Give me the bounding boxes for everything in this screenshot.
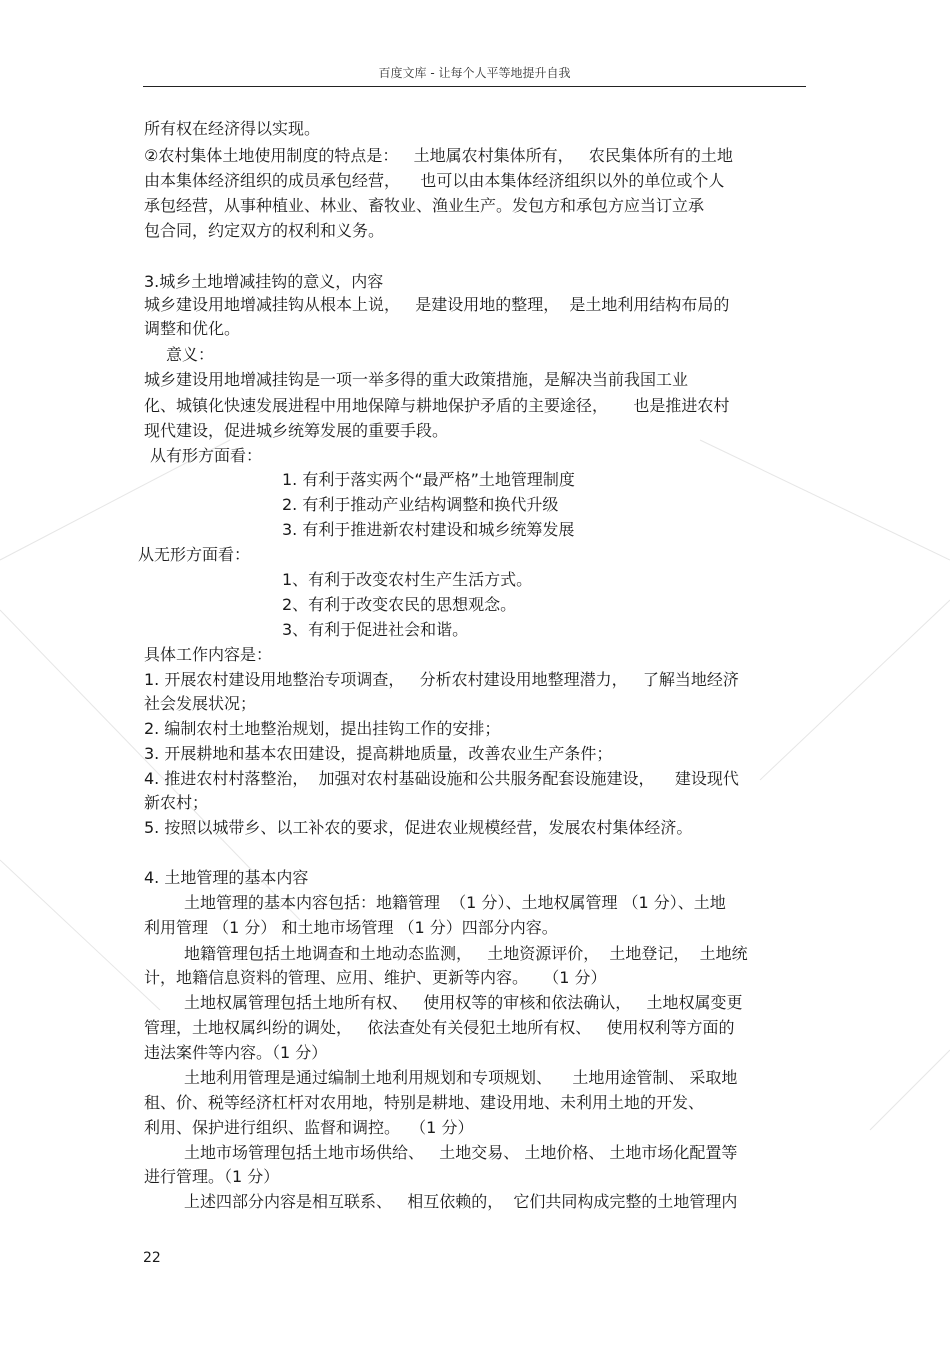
list-item: 3. 有利于推进新农村建设和城乡统筹发展 [282,520,575,539]
text-line: 违法案件等内容。（1 分） [144,1043,328,1062]
text-line: 意义： [166,345,215,364]
list-item: 1、有利于改变农村生产生活方式。 [282,570,533,589]
text-line: 具体工作内容是： [144,645,273,664]
text-line: 租、价、税等经济杠杆对农用地，特别是耕地、建设用地、未利用土地的开发、 [144,1093,705,1112]
text-line: 承包经营，从事种植业、林业、畜牧业、渔业生产。发包方和承包方应当订立承 [144,196,705,215]
list-item: 5. 按照以城带乡、以工补农的要求，促进农业规模经营，发展农村集体经济。 [144,818,693,837]
section-heading: 3.城乡土地增减挂钩的意义，内容 [144,272,384,291]
text-line: 城乡建设用地增减挂钩从根本上说， 是建设用地的整理， 是土地利用结构布局的 [144,295,730,314]
list-item: 3. 开展耕地和基本农田建设，提高耕地质量，改善农业生产条件； [144,744,613,763]
list-item: 1. 开展农村建设用地整治专项调查， 分析农村建设用地整理潜力， 了解当地经济 [144,670,739,689]
text-line: 现代建设，促进城乡统筹发展的重要手段。 [144,421,449,440]
text-line: 进行管理。（1 分） [144,1167,280,1186]
text-line: 由本集体经济组织的成员承包经营， 也可以由本集体经济组织以外的单位或个人 [144,171,725,190]
text-line: 计，地籍信息资料的管理、应用、维护、更新等内容。 （1 分） [144,968,607,987]
list-item: 2. 编制农村土地整治规划，提出挂钩工作的安排； [144,719,501,738]
text-line: 包合同，约定双方的权利和义务。 [144,221,385,240]
text-line: 从有形方面看： [150,446,263,465]
text-line: ②农村集体土地使用制度的特点是： 土地属农村集体所有， 农民集体所有的土地 [144,146,733,165]
text-line: 城乡建设用地增减挂钩是一项一举多得的重大政策措施，是解决当前我国工业 [144,370,689,389]
list-item: 1. 有利于落实两个“最严格”土地管理制度 [282,470,575,489]
list-item: 2、有利于改变农民的思想观念。 [282,595,517,614]
document-header: 百度文库 - 让每个人平等地提升自我 [378,66,571,80]
section-heading: 4. 土地管理的基本内容 [144,868,309,887]
text-line: 社会发展状况； [144,694,257,713]
text-line: 化、城镇化快速发展进程中用地保障与耕地保护矛盾的主要途径， 也是推进农村 [144,396,730,415]
page-number: 22 [143,1250,161,1266]
header-rule [143,86,806,87]
text-line: 土地市场管理包括土地市场供给、 土地交易、 土地价格、 土地市场化配置等 [184,1143,738,1162]
text-line: 上述四部分内容是相互联系、 相互依赖的， 它们共同构成完整的土地管理内 [184,1192,738,1211]
text-line: 地籍管理包括土地调查和土地动态监测， 土地资源评价， 土地登记， 土地统 [184,944,748,963]
text-line: 从无形方面看： [138,545,251,564]
text-line: 利用管理 （1 分） 和土地市场管理 （1 分）四部分内容。 [144,918,558,937]
list-item: 2. 有利于推动产业结构调整和换代升级 [282,495,559,514]
text-line: 管理，土地权属纠纷的调处， 依法查处有关侵犯土地所有权、 使用权利等方面的 [144,1018,735,1037]
list-item: 3、有利于促进社会和谐。 [282,620,469,639]
list-item: 4. 推进农村村落整治， 加强对农村基础设施和公共服务配套设施建设， 建设现代 [144,769,739,788]
text-line: 利用、保护进行组织、监督和调控。 （1 分） [144,1118,474,1137]
text-line: 土地管理的基本内容包括：地籍管理 （1 分）、土地权属管理 （1 分）、土地 [184,893,726,912]
text-line: 土地利用管理是通过编制土地利用规划和专项规划、 土地用途管制、 采取地 [184,1068,738,1087]
text-line: 土地权属管理包括土地所有权、 使用权等的审核和依法确认， 土地权属变更 [184,993,743,1012]
text-line: 调整和优化。 [144,319,241,338]
text-line: 所有权在经济得以实现。 [144,119,321,138]
text-line: 新农村； [144,793,209,812]
